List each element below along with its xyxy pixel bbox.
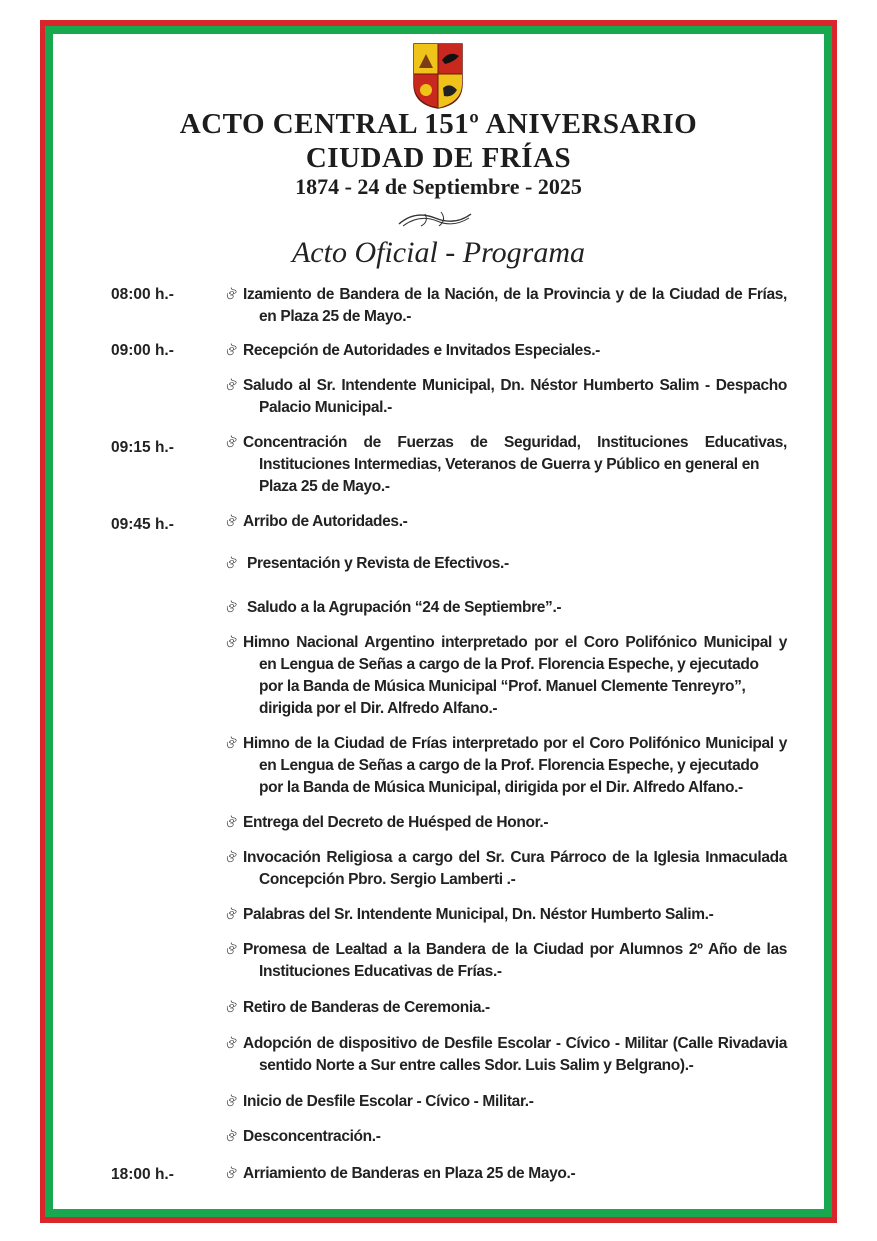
program-item: ঔ Arriamiento de Banderas en Plaza 25 de Mayo.- [225,1163,787,1185]
program-item: ঔ Recepción de Autoridades e Invitados Especiales.- [225,340,787,362]
program-item: ঔ Entrega del Decreto de Huésped de Honor.- [225,812,787,834]
scroll-bullet-icon: ঔ [225,601,235,615]
program-item: ঔ Saludo a la Agrupación “24 de Septiembre”.- [225,597,787,619]
scroll-bullet-icon: ঔ [225,1001,235,1015]
program-item: ঔ Presentación y Revista de Efectivos.- [225,553,787,575]
title-line-1: ACTO CENTRAL 151º ANIVERSARIO [179,108,698,140]
program-item: ঔ Himno Nacional Argentino interpretado por el Coro Polifónico Municipal y en Lengua de Señas a cargo de la Prof. Florencia Espeche, y ejecutado por la Banda de Música Municipal “Prof. Manuel Clemente Tenreyro”, dirigida por el Dir. Alfredo Alfano.- [225,634,787,717]
scroll-bullet-icon: ঔ [225,1037,235,1051]
scroll-bullet-icon: ঔ [225,943,235,957]
scroll-bullet-icon: ঔ [225,737,235,751]
program-item: ঔ Retiro de Banderas de Ceremonia.- [225,997,787,1019]
scroll-bullet-icon: ঔ [225,908,235,922]
title-line-2: CIUDAD DE FRÍAS [305,142,572,174]
scroll-bullet-icon: ঔ [225,851,235,865]
time-label: 08:00 h.- [111,286,174,303]
scroll-bullet-icon: ঔ [225,436,235,450]
program-item: ঔ Izamiento de Bandera de la Nación, de la Provincia y de la Ciudad de Frías, en Plaza 25 de Mayo.- [225,286,787,325]
program-item: ঔ Concentración de Fuerzas de Seguridad, Instituciones Educativas, Instituciones Intermedias, Veteranos de Guerra y Público en general en Plaza 25 de Mayo.- [225,434,787,495]
scroll-bullet-icon: ঔ [225,288,235,302]
flourish-ornament-icon [395,208,475,230]
scroll-bullet-icon: ঔ [225,636,235,650]
scroll-bullet-icon: ঔ [225,344,235,358]
program-item: ঔ Invocación Religiosa a cargo del Sr. Cura Párroco de la Iglesia Inmaculada Concepción Pbro. Sergio Lamberti .- [225,849,787,888]
program-item: ঔ Palabras del Sr. Intendente Municipal, Dn. Néstor Humberto Salim.- [225,904,787,926]
scroll-bullet-icon: ঔ [225,1130,235,1144]
scroll-bullet-icon: ঔ [225,1095,235,1109]
program-item: ঔ Himno de la Ciudad de Frías interpretado por el Coro Polifónico Municipal y en Lengua de Señas a cargo de la Prof. Florencia Espeche, y ejecutado por la Banda de Música Municipal, dirigida por el Dir. Alfredo Alfano.- [225,735,787,796]
time-label: 09:00 h.- [111,342,174,359]
time-label: 18:00 h.- [111,1166,174,1183]
scroll-bullet-icon: ঔ [225,515,235,529]
city-crest-icon [410,40,466,110]
program-item: ঔ Saludo al Sr. Intendente Municipal, Dn. Néstor Humberto Salim - Despacho Palacio Municipal.- [225,377,787,416]
scroll-bullet-icon: ঔ [225,1167,235,1181]
program-item: ঔ Promesa de Lealtad a la Bandera de la Ciudad por Alumnos 2º Año de las Instituciones Educativas de Frías.- [225,941,787,980]
program-item: ঔ Arribo de Autoridades.- [225,511,787,533]
title-date-line: 1874 - 24 de Septiembre - 2025 [295,174,582,199]
scroll-bullet-icon: ঔ [225,557,235,571]
time-label: 09:45 h.- [111,516,174,533]
program-item: ঔ Desconcentración.- [225,1126,787,1148]
time-label: 09:15 h.- [111,439,174,456]
program-item: ঔ Inicio de Desfile Escolar - Cívico - Militar.- [225,1091,787,1113]
program-subtitle: Acto Oficial - Programa [291,236,585,269]
scroll-bullet-icon: ঔ [225,379,235,393]
program-item: ঔ Adopción de dispositivo de Desfile Escolar - Cívico - Militar (Calle Rivadavia sentido Norte a Sur entre calles Sdor. Luis Salim y Belgrano).- [225,1035,787,1074]
scroll-bullet-icon: ঔ [225,816,235,830]
